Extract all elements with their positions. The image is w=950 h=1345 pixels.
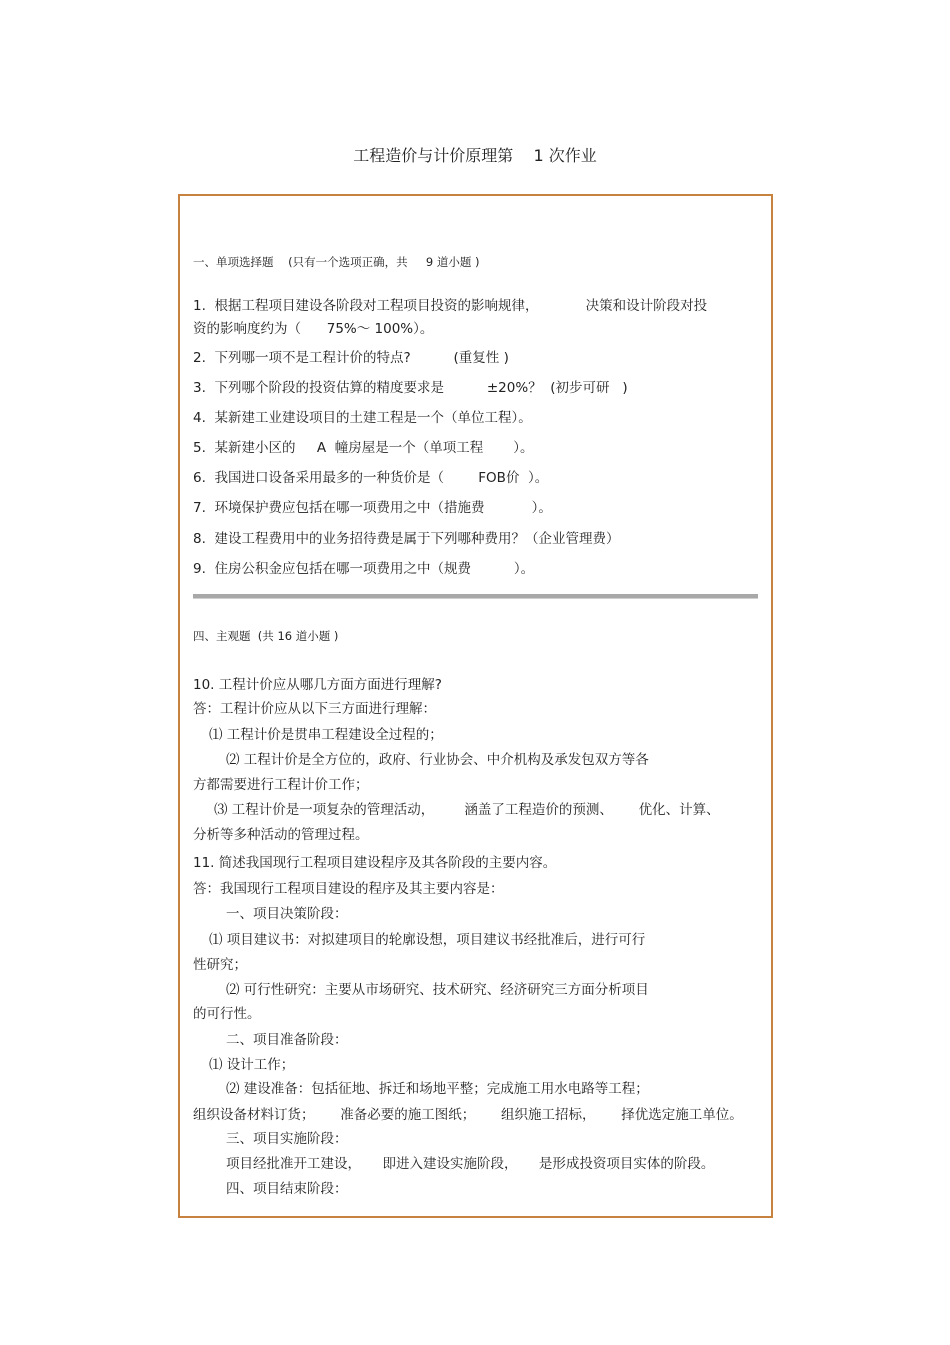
answer-10-point-2-line-2: 方都需要进行工程计价工作； — [193, 777, 369, 793]
stage-3-text: 项目经批准开工建设， 即进入建设实施阶段， 是形成投资项目实体的阶段。 — [226, 1156, 715, 1172]
section-heading-subjective: 四、主观题 (共 16 道小题 ) — [193, 629, 339, 643]
stage-3-heading: 三、项目实施阶段： — [226, 1131, 348, 1147]
question-2: 2. 下列哪一项不是工程计价的特点? (重复性 ) — [193, 350, 509, 366]
question-8: 8. 建设工程费用中的业务招待费是属于下列哪种费用？（企业管理费） — [193, 531, 620, 547]
question-7: 7. 环境保护费应包括在哪一项费用之中（措施费 ）。 — [193, 500, 552, 516]
question-5: 5. 某新建小区的 A 幢房屋是一个（单项工程 ）。 — [193, 440, 534, 456]
question-1-line-2: 资的影响度约为（ 75%～ 100%）。 — [193, 321, 434, 337]
answer-10-intro: 答：工程计价应从以下三方面进行理解： — [193, 701, 436, 717]
section-heading-single-choice: 一、单项选择题 (只有一个选项正确，共 9 道小题 ) — [193, 255, 480, 269]
question-11: 11. 简述我国现行工程项目建设程序及其各阶段的主要内容。 — [193, 855, 557, 871]
answer-11-intro: 答：我国现行工程项目建设的程序及其主要内容是： — [193, 881, 504, 897]
question-6: 6. 我国进口设备采用最多的一种货价是（ FOB价 ）。 — [193, 470, 549, 486]
answer-10-point-3-line-2: 分析等多种活动的管理过程。 — [193, 827, 369, 843]
stage-2-item-2-line-1: ⑵ 建设准备：包括征地、拆迁和场地平整；完成施工用水电路等工程； — [226, 1081, 649, 1097]
stage-4-heading: 四、项目结束阶段： — [226, 1181, 348, 1197]
stage-2-item-1: ⑴ 设计工作； — [209, 1057, 295, 1073]
stage-2-item-2-line-2: 组织设备材料订货； 准备必要的施工图纸； 组织施工招标， 择优选定施工单位。 — [193, 1107, 743, 1123]
stage-1-item-1-line-2: 性研究； — [193, 957, 247, 973]
answer-10-point-3-line-1: ⑶ 工程计价是一项复杂的管理活动， 涵盖了工程造价的预测、 优化、计算、 — [214, 802, 720, 818]
question-9: 9. 住房公积金应包括在哪一项费用之中（规费 ）。 — [193, 561, 535, 577]
stage-2-heading: 二、项目准备阶段： — [226, 1032, 348, 1048]
answer-10-point-2-line-1: ⑵ 工程计价是全方位的，政府、行业协会、中介机构及承发包双方等各 — [226, 752, 649, 768]
stage-1-item-2-line-2: 的可行性。 — [193, 1006, 261, 1022]
answer-10-point-1: ⑴ 工程计价是贯串工程建设全过程的； — [209, 727, 443, 743]
question-3: 3. 下列哪个阶段的投资估算的精度要求是 ±20%？ (初步可研 ) — [193, 380, 628, 396]
question-1-line-1: 1. 根据工程项目建设各阶段对工程项目投资的影响规律， 决策和设计阶段对投 — [193, 298, 708, 314]
document-title: 工程造价与计价原理第 1 次作业 — [353, 146, 597, 165]
question-4: 4. 某新建工业建设项目的土建工程是一个（单位工程）。 — [193, 410, 532, 426]
stage-1-heading: 一、项目决策阶段： — [226, 906, 348, 922]
stage-1-item-1-line-1: ⑴ 项目建议书：对拟建项目的轮廓设想，项目建议书经批准后，进行可行 — [209, 932, 646, 948]
stage-1-item-2-line-1: ⑵ 可行性研究：主要从市场研究、技术研究、经济研究三方面分析项目 — [226, 982, 649, 998]
section-divider — [193, 594, 758, 599]
question-10: 10. 工程计价应从哪几方面方面进行理解? — [193, 677, 442, 693]
